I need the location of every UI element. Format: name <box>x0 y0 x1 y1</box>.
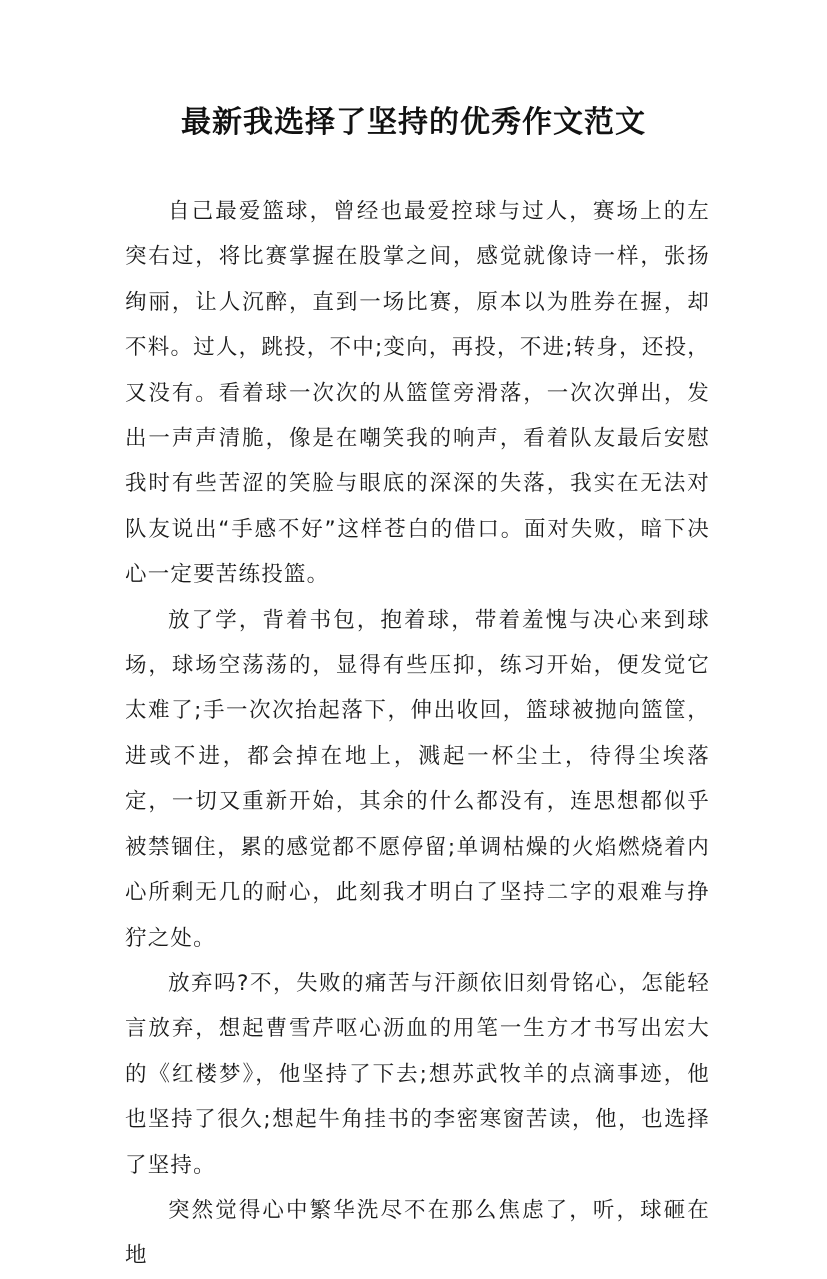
document-body <box>125 189 710 1279</box>
paragraph: 放了学，背着书包，抱着球，带着羞愧与决心来到球场，球场空荡荡的，显得有些压抑，练习开始，便发觉它太难了;手一次次抬起落下，伸出收回，篮球被抛向篮筐，进或不进，都会掉在地上，溅起一杯尘土，待得尘埃落定，一切又重新开始，其余的什么都没有，连思想都似乎被禁锢住，累的感觉都不愿停留;单调枯燥的火焰燃烧着内心所剩无几的耐心，此刻我才明白了坚持二字的艰难与挣狞之处。 <box>125 607 710 951</box>
paragraph: 自己最爱篮球，曾经也最爱控球与过人，赛场上的左突右过，将比赛掌握在股掌之间，感觉就像诗一样，张扬绚丽，让人沉醉，直到一场比赛，原本以为胜券在握，却不料。过人，跳投，不中;变向，再投，不进;转身，还投，又没有。看着球一次次的从篮筐旁滑落，一次次弹出，发出一声声清脆，像是在嘲笑我的响声，看着队友最后安慰我时有些苦涩的笑脸与眼底的深深的失落，我实在无法对队友说出“手感不好”这样苍白的借口。面对失败，暗下决心一定要苦练投篮。 <box>125 199 710 588</box>
paragraph: 突然觉得心中繁华洗尽不在那么焦虑了，听，球砸在地 <box>125 1197 710 1269</box>
paragraph: 放弃吗?不，失败的痛苦与汗颜依旧刻骨铭心，怎能轻言放弃，想起曹雪芹呕心沥血的用笔一生方才书写出宏大的《红楼梦》，他坚持了下去;想苏武牧羊的点滴事迹，他也坚持了很久;想起牛角挂书的李密寒窗苦读，他，也选择了坚持。 <box>125 970 710 1178</box>
document-title: 最新我选择了坚持的优秀作文范文 <box>181 105 646 140</box>
